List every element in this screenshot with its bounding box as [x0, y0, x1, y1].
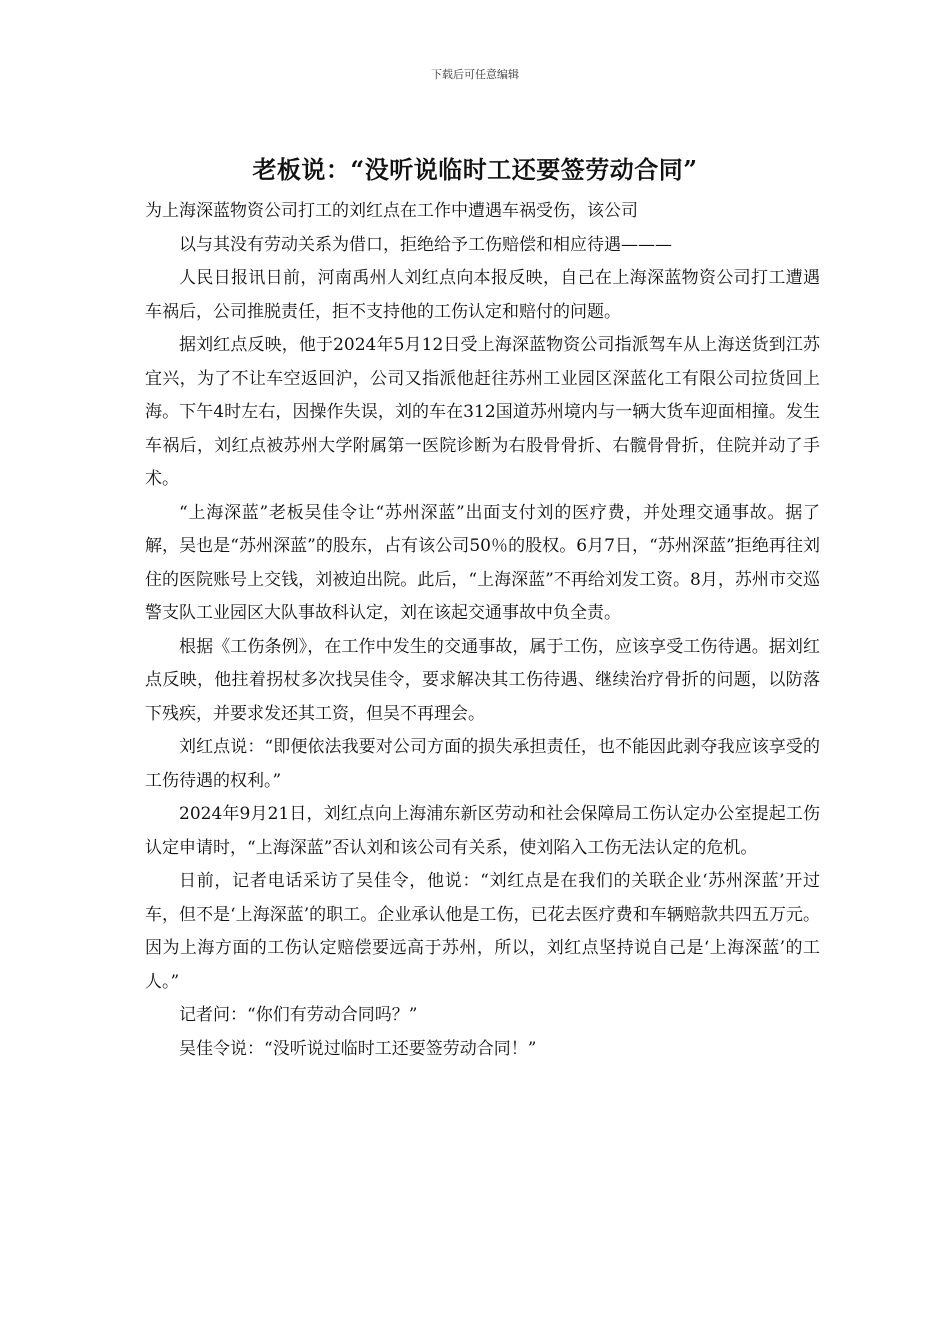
paragraph-6: 刘红点说：“即便依法我要对公司方面的损失承担责任，也不能因此剥夺我应该享受的工伤待遇的权利。” — [145, 737, 820, 791]
article-title: 老板说：“没听说临时工还要签劳动合同” — [252, 155, 698, 184]
paragraph-5: 根据《工伤条例》，在工作中发生的交通事故，属于工伤，应该享受工伤待遇。据刘红点反映，他拄着拐杖多次找吴佳令，要求解决其工伤待遇、继续治疗骨折的问题，以防落下残疾，并要求发还其工资，但吴不再理会。 — [145, 636, 820, 724]
paragraph-3: 据刘红点反映，他于2024年5月12日受上海深蓝物资公司指派驾车从上海送货到江苏宜兴，为了不让车空返回沪，公司又指派他赶往苏州工业园区深蓝化工有限公司拉货回上海。下午4时左右，因操作失误，刘的车在312国道苏州境内与一辆大货车迎面相撞。发生车祸后，刘红点被苏州大学附属第一医院诊断为右股骨骨折、右髋骨骨折，住院并动了手术。 — [145, 335, 820, 489]
paragraph-7: 2024年9月21日，刘红点向上海浦东新区劳动和社会保障局工伤认定办公室提起工伤认定申请时，“上海深蓝”否认刘和该公司有关系，使刘陷入工伤无法认定的危机。 — [145, 804, 820, 858]
paragraph-9: 记者问：“你们有劳动合同吗？” — [179, 1005, 418, 1025]
article-subheading: 为上海深蓝物资公司打工的刘红点在工作中遭遇车祸受伤，该公司 — [145, 201, 638, 221]
paragraph-8: 日前，记者电话采访了吴佳令，他说：“刘红点是在我们的关联企业‘苏州深蓝’开过车，但不是‘上海深蓝’的职工。企业承认他是工伤，已花去医疗费和车辆赔款共四五万元。因为上海方面的工伤认定赔偿要远高于苏州，所以，刘红点坚持说自己是‘上海深蓝’的工人。” — [145, 871, 820, 992]
article-body — [145, 195, 820, 1066]
paragraph-2: 人民日报讯日前，河南禹州人刘红点向本报反映，自己在上海深蓝物资公司打工遭遇车祸后，公司推脱责任，拒不支持他的工伤认定和赔付的问题。 — [145, 268, 820, 322]
paragraph-10: 吴佳令说：“没听说过临时工还要签劳动合同！” — [179, 1038, 537, 1059]
paragraph-1: 以与其没有劳动关系为借口，拒绝给予工伤赔偿和相应待遇——— — [179, 234, 672, 255]
paragraph-4: “上海深蓝”老板吴佳令让“苏州深蓝”出面支付刘的医疗费，并处理交通事故。据了解，吴也是“苏州深蓝”的股东，占有该公司50％的股权。6月7日，“苏州深蓝”拒绝再往刘住的医院账号上交钱，刘被迫出院。此后，“上海深蓝”不再给刘发工资。8月，苏州市交巡警支队工业园区大队事故科认定，刘在该起交通事故中负全责。 — [145, 502, 820, 623]
page-header-note: 下载后可任意编辑 — [431, 68, 519, 81]
